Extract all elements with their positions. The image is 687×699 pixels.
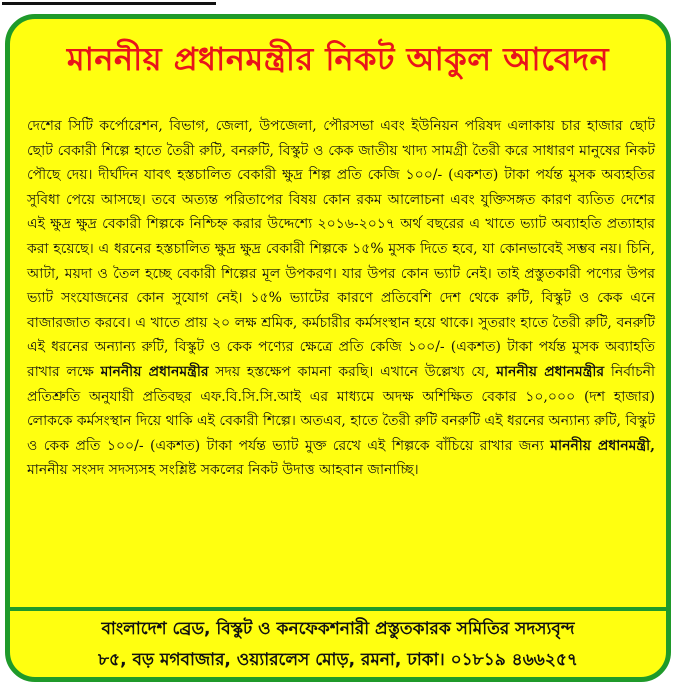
body-paragraph	[27, 114, 655, 483]
body-text-3: নির্বাচনী প্রতিশ্রুতি অনুযায়ী প্রতিবছর এফ.বি.সি.সি.আই এর মাধ্যমে অদক্ষ অশিক্ষিত বেকার ১০,০০০ (দশ হাজার) লোককে কর্মসংস্থান দিয়ে থাকি এই বেকারী শিল্পে। অতএব, হাতে তৈরী রুটি বনরুটি এই ধরনের অন্যান্য রুটি, বিস্কুট ও কেক প্রতি ১০০/- (একশত) টাকা পর্যন্ত ভ্যাট মুক্ত রেখে এই শিল্পকে বাঁচিয়ে রাখার জন্য	[27, 363, 656, 454]
footer-address: ৮৫, বড় মগবাজার, ওয়্যারলেস মোড়, রমনা, ঢাকা। ০১৮১৯ ৪৬৬২৫৭	[98, 650, 578, 670]
pm-emphasis-2: মাননীয় প্রধানমন্ত্রীর	[496, 363, 605, 380]
pm-emphasis-3: মাননীয় প্রধানমন্ত্রী,	[550, 437, 655, 454]
pm-emphasis-1: মাননীয় প্রধানমন্ত্রীর	[100, 363, 209, 380]
top-rule	[2, 2, 216, 5]
body-text-4: মাননীয় সংসদ সদস্যসহ সংশ্লিষ্ট সকলের নিকট উদাত্ত আহবান জানাচ্ছি।	[27, 462, 419, 479]
body-text-2: সদয় হস্তক্ষেপ কামনা করছি। এখানে উল্লেখ্য যে,	[215, 363, 490, 380]
footer-organization: বাংলাদেশ ব্রেড, বিস্কুট ও কনফেকশনারী প্রস্তুতকারক সমিতির সদস্যবৃন্দ	[101, 619, 575, 639]
headline: মাননীয় প্রধানমন্ত্রীর নিকট আকুল আবেদন	[66, 40, 610, 78]
notice-box	[5, 14, 671, 682]
body-text-1: দেশের সিটি কর্পোরেশন, বিভাগ, জেলা, উপজেলা, পৌরসভা এবং ইউনিয়ন পরিষদ এলাকায় চার হাজার ছোট ছোট বেকারী শিল্পে হাতে তৈরী রুটি, বনরুটি, বিস্কুট ও কেক জাতীয় খাদ্য সামগ্রী তৈরী করে সাধারণ মানুষের নিকট পৌছে দেয়। দীর্ঘদিন যাবৎ হস্তচালিত বেকারী ক্ষুদ্র শিল্প প্রতি কেজি ১০০/- (একশত) টাকা পর্যন্ত মুসক অব্যহতির সুবিধা পেয়ে আসছে। তবে অত্যন্ত পরিতাপের বিষয় কোন রকম আলোচনা এবং যুক্তিসঙ্গত কারণ ব্যতিত দেশের এই ক্ষুদ্র ক্ষুদ্র বেকারী শিল্পকে নিশ্চিহ্ন করার উদ্দেশ্যে ২০১৬-২০১৭ অর্থ বছরের এ খাতে ভ্যাট অব্যাহতি প্রত্যাহার করা হয়েছে। এ ধরনের হস্তচালিত ক্ষুদ্র ক্ষুদ্র বেকারী শিল্পকে ১৫% মুসক দিতে হবে, যা কোনভাবেই সম্ভব নয়। চিনি, আটা, ময়দা ও তৈল হচ্ছে বেকারী শিল্পের মূল উপকরণ। যার উপর কোন ভ্যাট নেই। তাই প্রস্তুতকারী পণ্যের উপর ভ্যাট সংযোজনের কোন সুযোগ নেই। ১৫% ভ্যাটের কারণে প্রতিবেশি দেশ থেকে রুটি, বিস্কুট ও কেক এনে বাজারজাত করবে। এ খাতে প্রায় ২০ লক্ষ শ্রমিক, কর্মচারীর কর্মসংস্থান হয়ে থাকে। সুতরাং হাতে তৈরী রুটি, বনরুটি এই ধরনের অন্যান্য রুটি, বিস্কুট ও কেক পণ্যের ক্ষেত্রে প্রতি কেজি ১০০/- (একশত) টাকা পর্যন্ত মুসক অব্যাহতি রাখার লক্ষে	[27, 118, 655, 380]
footer-divider	[10, 607, 666, 611]
